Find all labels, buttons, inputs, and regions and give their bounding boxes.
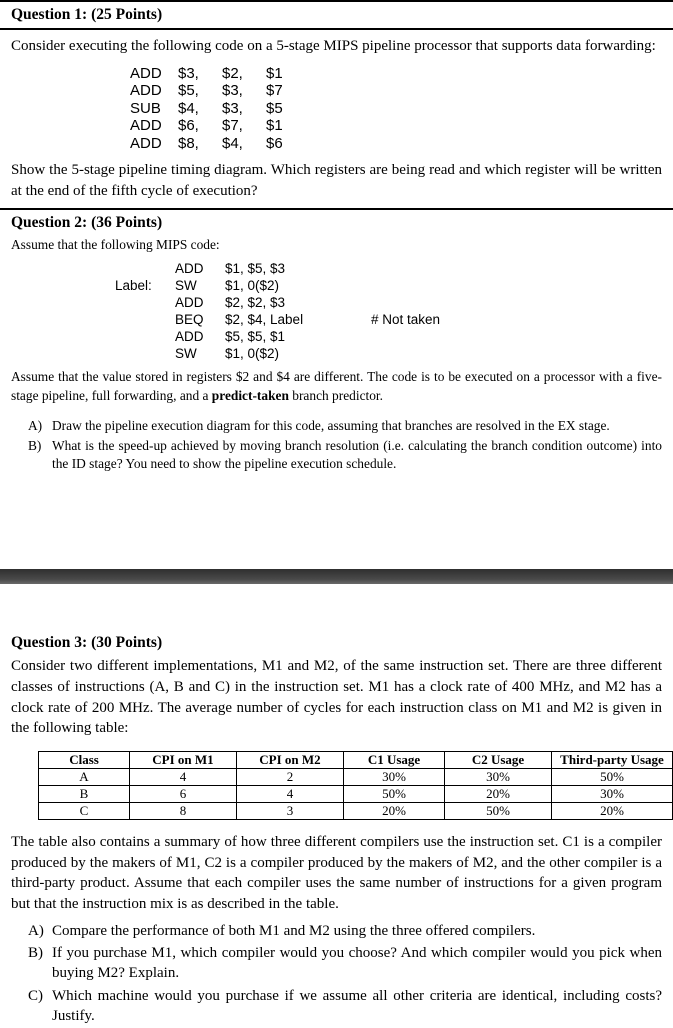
code-operand: $8, [178,134,199,152]
code-label [115,294,175,311]
code-operand: $3, [178,64,199,82]
code-operand: $4, [222,134,243,152]
code-operand: $3, [222,82,243,100]
question-1-section [0,0,673,202]
code-comment [371,345,673,362]
table-cell: 20% [552,803,673,820]
code-line [115,345,673,362]
question-3-item-b [28,943,662,984]
question-2-intro: Assume that the following MIPS code: [11,236,220,252]
question-2-item-b [28,437,662,473]
question-2-code-block [115,260,673,362]
table-header-cell: Class [39,752,130,769]
code-args: $5, $5, $1 [225,329,286,345]
code-line [115,260,673,277]
table-header-cell: CPI on M1 [130,752,237,769]
code-operand: $5, [178,82,199,100]
code-line [115,311,673,328]
code-args: $1, 0($2) [225,346,280,362]
item-text: If you purchase M1, which compiler would you choose? And which compiler would you pick when buying M2? Explain. [52,945,662,982]
question-2-assumption [11,368,662,405]
code-line [130,117,673,135]
table-row [39,786,673,803]
question-2-heading: Question 2: (36 Points) [11,213,163,231]
item-marker: C) [28,987,43,1004]
code-line [130,135,673,153]
code-op: ADD [130,117,162,135]
code-label [115,328,175,345]
question-3-outro: The table also contains a summary of how three different compilers use the instruction set. C1 is a compiler produced by the makers of M1, C2 is a compiler produced by the makers of M2, and the other compiler is a third-party product. Assume that each compiler uses the same number of instructions for a given program but that the instruction mix is as described in the table. [11,834,662,913]
table-header-cell: CPI on M2 [237,752,344,769]
assumption-text: branch predictor. [288,387,383,403]
code-line [130,65,673,83]
question-3-item-c [28,986,662,1027]
code-line [115,277,673,294]
table-header-cell: C2 Usage [445,752,552,769]
page-gap [0,584,673,630]
item-marker: B) [28,945,43,962]
code-operand: $1 [266,117,283,135]
code-comment [371,294,673,311]
code-label [115,345,175,362]
code-label [115,260,175,277]
code-operand: $2, [222,64,243,82]
code-args: $1, 0($2) [225,278,280,294]
code-op: ADD [130,82,162,100]
page-break-divider [0,569,673,584]
code-line [115,328,673,345]
item-text: Draw the pipeline execution diagram for this code, assuming that branches are resolved in the EX stage. [52,418,610,434]
code-op: ADD [175,261,204,277]
table-cell: 20% [445,786,552,803]
code-operand: $5 [266,99,283,117]
assumption-bold-term: predict-taken [211,387,289,403]
code-args: $1, $5, $3 [225,261,286,277]
code-operand: $7 [266,82,283,100]
item-marker: B) [28,438,42,454]
code-op: SW [175,278,197,294]
code-op: ADD [130,134,162,152]
code-op: SW [175,346,197,362]
question-1-heading: Question 1: (25 Points) [11,6,163,23]
table-cell: C [39,803,130,820]
question-3-heading: Question 3: (30 Points) [11,634,163,652]
code-op: ADD [175,295,204,311]
table-cell: 4 [130,769,237,786]
question-3-item-a [28,921,662,941]
table-cell: 50% [552,769,673,786]
code-comment: # Not taken [371,312,441,328]
code-line [130,100,673,118]
table-cell: 30% [445,769,552,786]
code-line [115,294,673,311]
table-row [39,769,673,786]
question-1-prompt: Show the 5-stage pipeline timing diagram. Which registers are being read and which register will be written at the end of the fifth cycle of execution? [11,162,662,199]
table-cell: 4 [237,786,344,803]
code-comment [371,328,673,345]
item-marker: A) [28,922,44,939]
table-row [39,803,673,820]
cpi-table [38,751,673,820]
code-operand: $6 [266,134,283,152]
assumption-text: Assume that the value stored in registers $2 and $4 are different. The code is to be executed on a processor with a five-stage pipeline, full forwarding, and a [11,369,662,403]
code-op: ADD [175,329,204,345]
item-text: Which machine would you purchase if we assume all other criteria are identical, including costs? Justify. [52,987,662,1024]
table-cell: 8 [130,803,237,820]
code-args: $2, $4, Label [225,312,304,328]
code-operand: $1 [266,64,283,82]
table-cell: B [39,786,130,803]
table-header-cell: Third-party Usage [552,752,673,769]
code-label [115,311,175,328]
table-cell: 3 [237,803,344,820]
code-operand: $3, [222,99,243,117]
question-2-section [0,208,673,474]
table-cell: A [39,769,130,786]
question-3-section [0,630,673,1026]
code-operand: $4, [178,99,199,117]
item-text: Compare the performance of both M1 and M2 using the three offered compilers. [52,922,536,939]
table-cell: 30% [344,769,445,786]
code-op: SUB [130,99,161,117]
table-header-row [39,752,673,769]
table-cell: 30% [552,786,673,803]
item-marker: A) [28,418,43,434]
code-args: $2, $2, $3 [225,295,286,311]
question-1-intro: Consider executing the following code on a 5-stage MIPS pipeline processor that supports data forwarding: [11,38,656,54]
question-3-intro: Consider two different implementations, M1 and M2, of the same instruction set. There are three different classes of instructions (A, B and C) in the instruction set. M1 has a clock rate of 400 MHz, and M2 has a clock rate of 200 MHz. The average number of cycles for each instruction class on M1 and M2 is given in the following table: [11,658,662,737]
question-1-code-block [130,65,673,153]
code-label: Label: [115,278,152,294]
table-cell: 2 [237,769,344,786]
code-op: BEQ [175,312,204,328]
code-comment [371,260,673,277]
code-operand: $7, [222,117,243,135]
item-text: What is the speed-up achieved by moving branch resolution (i.e. calculating the branch condition outcome) into the ID stage? You need to show the pipeline execution schedule. [52,438,662,472]
question-1-heading-rule [0,28,673,30]
code-operand: $6, [178,117,199,135]
question-2-item-a [28,417,662,435]
table-header-cell: C1 Usage [344,752,445,769]
code-line [130,82,673,100]
table-cell: 50% [344,786,445,803]
code-comment [371,277,673,294]
table-cell: 50% [445,803,552,820]
table-cell: 6 [130,786,237,803]
table-cell: 20% [344,803,445,820]
code-op: ADD [130,64,162,82]
